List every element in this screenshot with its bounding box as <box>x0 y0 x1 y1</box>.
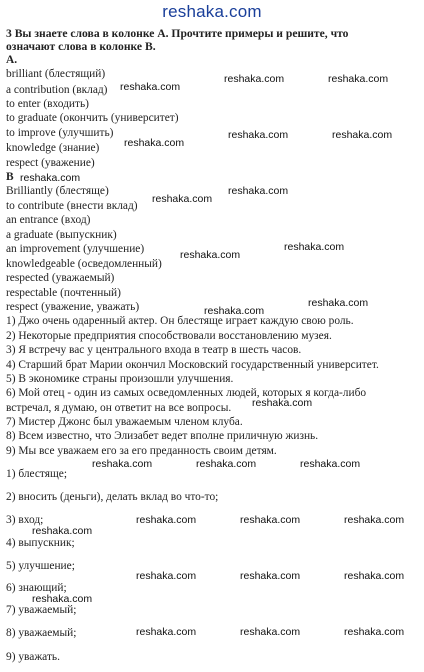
example-sentence: 7) Мистер Джонс был уважаемым членом клуба. <box>6 416 243 428</box>
watermark: reshaka.com <box>228 185 289 197</box>
watermark: reshaka.com <box>136 626 197 638</box>
watermark: reshaka.com <box>300 458 361 470</box>
watermark: reshaka.com <box>124 137 185 149</box>
watermark: reshaka.com <box>196 458 257 470</box>
example-sentence-continued: встречал, я думаю, он ответит на все вопросы. <box>6 402 232 414</box>
column-a-item: knowledge (знание) <box>6 142 100 154</box>
watermark: reshaka.com <box>344 626 405 638</box>
task-title-continued: означают слова в колонке В. <box>6 40 156 53</box>
answer-item: 6) знающий; <box>6 582 67 594</box>
watermark: reshaka.com <box>240 570 301 582</box>
example-sentence: 9) Мы все уважаем его за его преданность своим детям. <box>6 445 277 457</box>
column-b-item: to contribute (внести вклад) <box>6 200 138 212</box>
column-b-item: respectable (почтенный) <box>6 287 121 299</box>
example-sentence: 2) Некоторые предприятия способствовали восстановлению музея. <box>6 330 332 342</box>
watermark: reshaka.com <box>136 514 197 526</box>
answer-item: 7) уважаемый; <box>6 604 77 616</box>
watermark: reshaka.com <box>180 249 241 261</box>
watermark: reshaka.com <box>240 626 301 638</box>
answer-item: 9) уважать. <box>6 651 60 663</box>
watermark: reshaka.com <box>32 593 93 605</box>
watermark: reshaka.com <box>204 305 265 317</box>
watermark: reshaka.com <box>328 73 389 85</box>
task-title: 3 Вы знаете слова в колонке А. Прочтите примеры и решите, что <box>6 27 349 40</box>
watermark: reshaka.com <box>308 297 369 309</box>
column-a-item: brilliant (блестящий) <box>6 68 106 80</box>
watermark: reshaka.com <box>284 241 345 253</box>
column-b-item: knowledgeable (осведомленный) <box>6 258 162 270</box>
column-b-item: an entrance (вход) <box>6 214 91 226</box>
answer-item: 3) вход; <box>6 514 44 526</box>
watermark: reshaka.com <box>344 514 405 526</box>
answer-item: 1) блестяще; <box>6 468 67 480</box>
column-a-item: a contribution (вклад) <box>6 84 108 96</box>
watermark: reshaka.com <box>224 73 285 85</box>
column-b-item: respect (уважение, уважать) <box>6 301 140 313</box>
column-a-item: to graduate (окончить (университет) <box>6 112 179 124</box>
site-banner: reshaka.com <box>162 2 262 21</box>
watermark: reshaka.com <box>344 570 405 582</box>
watermark: reshaka.com <box>136 570 197 582</box>
example-sentence: 1) Джо очень одаренный актер. Он блестяще играет каждую свою роль. <box>6 315 354 327</box>
example-sentence: 4) Старший брат Марии окончил Московский государственный университет. <box>6 359 379 371</box>
column-b-item: a graduate (выпускник) <box>6 229 117 241</box>
watermark: reshaka.com <box>152 193 213 205</box>
answer-item: 2) вносить (деньги), делать вклад во что-то; <box>6 491 219 503</box>
answer-item: 5) улучшение; <box>6 560 75 572</box>
example-sentence: 8) Всем известно, что Элизабет ведет вполне приличную жизнь. <box>6 430 319 442</box>
answer-item: 8) уважаемый; <box>6 627 77 639</box>
watermark: reshaka.com <box>240 514 301 526</box>
column-a-item: to improve (улучшить) <box>6 127 114 139</box>
example-sentence: 6) Мой отец - один из самых осведомленных людей, которых я когда-либо <box>6 387 367 399</box>
watermark: reshaka.com <box>92 458 153 470</box>
example-sentence: 3) Я встречу вас у центрального входа в театр в шесть часов. <box>6 344 302 356</box>
answer-item: 4) выпускник; <box>6 537 75 549</box>
column-a-item: respect (уважение) <box>6 157 95 169</box>
column-b-label: В <box>6 171 14 183</box>
watermark: reshaka.com <box>332 129 393 141</box>
watermark: reshaka.com <box>120 81 181 93</box>
watermark: reshaka.com <box>252 397 313 409</box>
column-b-item: Brilliantly (блестяще) <box>6 185 109 197</box>
example-sentence: 5) В экономике страны произошли улучшения. <box>6 373 234 385</box>
watermark: reshaka.com <box>32 525 93 537</box>
column-a-item: to enter (входить) <box>6 98 89 110</box>
column-b-item: an improvement (улучшение) <box>6 243 145 255</box>
column-b-item: respected (уважаемый) <box>6 272 115 284</box>
column-a-label: А. <box>6 54 18 66</box>
watermark: reshaka.com <box>20 172 81 184</box>
watermark: reshaka.com <box>228 129 289 141</box>
